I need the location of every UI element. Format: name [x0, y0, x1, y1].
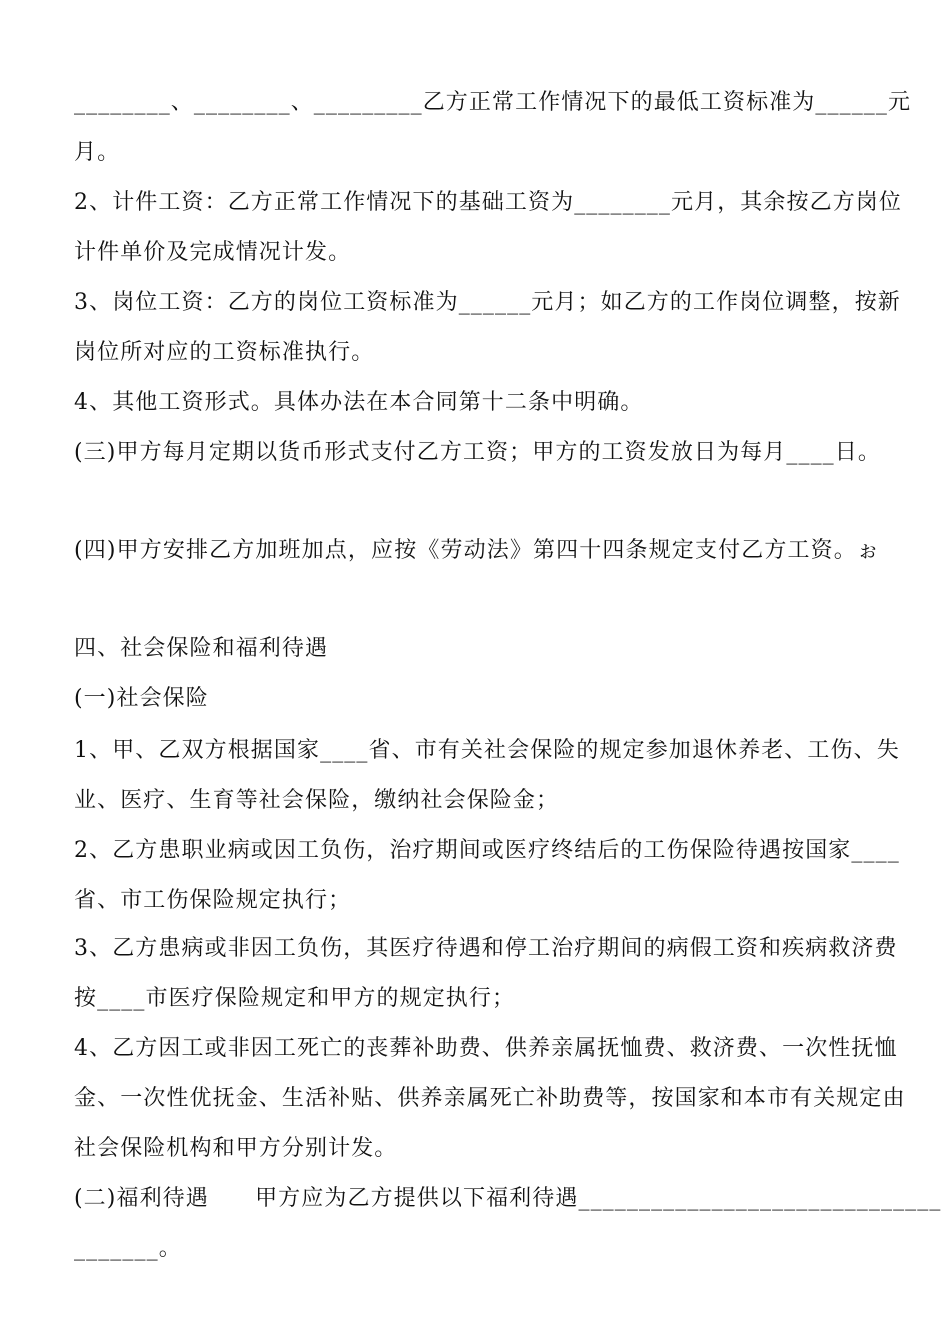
- paragraph-line: 社会保险机构和甲方分别计发。: [74, 1136, 398, 1161]
- paragraph-line: 金、一次性优抚金、生活补贴、供养亲属死亡补助费等，按国家和本市有关规定由: [74, 1086, 906, 1111]
- paragraph-line: 业、医疗、生育等社会保险，缴纳社会保险金；: [74, 788, 560, 813]
- paragraph-line: ________、________、_________乙方正常工作情况下的最低工资标准为______元: [74, 90, 912, 115]
- paragraph-line: 岗位所对应的工资标准执行。: [74, 340, 375, 365]
- section-heading: 四、社会保险和福利待遇: [74, 636, 329, 661]
- paragraph-line: 3、岗位工资：乙方的岗位工资标准为______元月；如乙方的工作岗位调整，按新: [74, 290, 901, 315]
- paragraph-line: 月。: [74, 140, 121, 165]
- paragraph-line: 4、其他工资形式。具体办法在本合同第十二条中明确。: [74, 390, 644, 415]
- subsection-heading: (二)福利待遇 甲方应为乙方提供以下福利待遇______________________________: [74, 1186, 942, 1211]
- paragraph-line: (三)甲方每月定期以货币形式支付乙方工资；甲方的工资发放日为每月____日。: [74, 440, 881, 465]
- paragraph-line: 2、计件工资：乙方正常工作情况下的基础工资为________元月，其余按乙方岗位: [74, 190, 902, 215]
- paragraph-line: _______。: [74, 1236, 182, 1261]
- paragraph-line: (四)甲方安排乙方加班加点，应按《劳动法》第四十四条规定支付乙方工资。ぉ: [74, 538, 880, 563]
- paragraph-line: 计件单价及完成情况计发。: [74, 240, 352, 265]
- paragraph-line: 1、甲、乙双方根据国家____省、市有关社会保险的规定参加退休养老、工伤、失: [74, 738, 900, 763]
- paragraph-line: 按____市医疗保险规定和甲方的规定执行；: [74, 986, 516, 1011]
- paragraph-line: 省、市工伤保险规定执行；: [74, 888, 352, 913]
- paragraph-line: 2、乙方患职业病或因工负伤，治疗期间或医疗终结后的工伤保险待遇按国家____: [74, 838, 900, 863]
- paragraph-line: 3、乙方患病或非因工负伤，其医疗待遇和停工治疗期间的病假工资和疾病救济费: [74, 936, 898, 961]
- paragraph-line: 4、乙方因工或非因工死亡的丧葬补助费、供养亲属抚恤费、救济费、一次性抚恤: [74, 1036, 898, 1061]
- subsection-heading: (一)社会保险: [74, 686, 209, 711]
